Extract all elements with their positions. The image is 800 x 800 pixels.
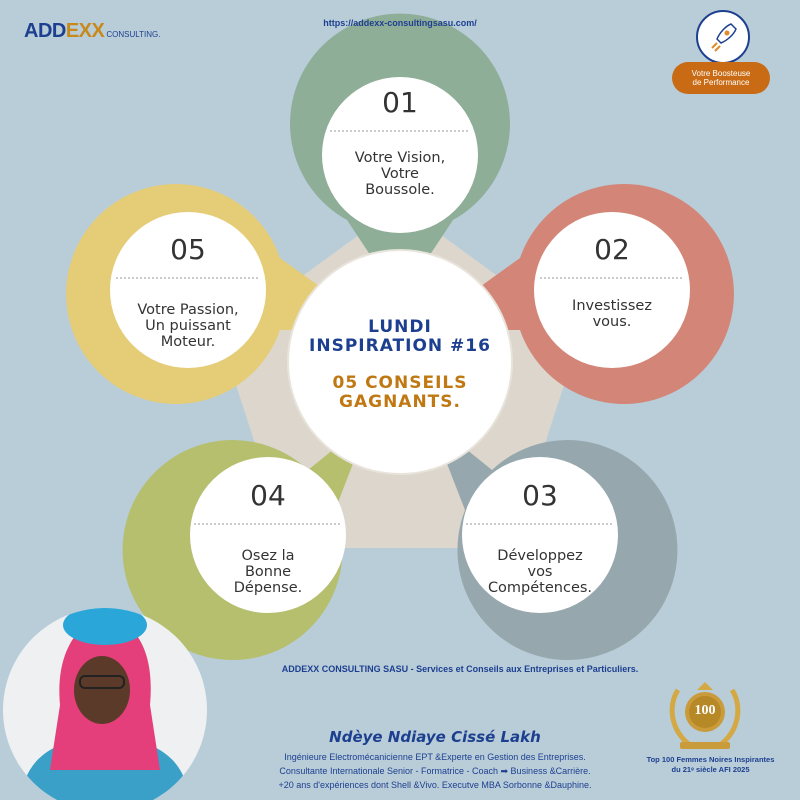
tip-text-04: Osez la Bonne Dépense.	[233, 548, 303, 596]
tip-text-02: Investissez vous.	[572, 298, 652, 330]
award-number: 100	[694, 703, 716, 718]
tip-number-05: 05	[170, 233, 206, 266]
logo-main-text: ADD	[24, 20, 66, 42]
rocket-icon	[696, 10, 750, 64]
center-title: LUNDI INSPIRATION #16	[309, 317, 491, 356]
bio-line-1: Ingénieure Electromécanicienne EPT &Experte en Gestion des Entreprises.	[284, 752, 586, 762]
center-subtitle: 05 CONSEILS GAGNANTS.	[332, 373, 468, 412]
petal-03	[430, 420, 677, 660]
award-caption: Top 100 Femmes Noires Inspirantes du 21ᵉ siècle AFI 2025	[646, 755, 775, 774]
company-tagline: ADDEXX CONSULTING SASU - Services et Conseils aux Entreprises et Particuliers.	[281, 664, 639, 674]
logo-accent-text: EXX	[65, 20, 105, 42]
badge-label-line2: de Performance	[692, 78, 750, 87]
tip-text-03: Développez vos Compétences.	[487, 548, 593, 596]
tip-number-03: 03	[522, 479, 558, 512]
tip-number-02: 02	[594, 233, 630, 266]
booster-badge	[672, 62, 770, 94]
tip-text-05: Votre Passion, Un puissant Moteur.	[137, 302, 239, 350]
tip-number-04: 04	[250, 479, 286, 512]
person-name: Ndèye Ndiaye Cissé Lakh	[329, 728, 541, 746]
bio-line-2: Consultante Internationale Senior - Formatrice - Coach ➡ Business &Carrière.	[279, 766, 591, 776]
center-circle	[288, 250, 512, 474]
tip-text-01: Votre Vision, Votre Boussole.	[354, 150, 446, 198]
tip-number-01: 01	[382, 86, 418, 119]
logo-sub-text: CONSULTING.	[106, 30, 161, 39]
bio-line-3: +20 ans d'expériences dont Shell &Vivo. Executve MBA Sorbonne &Dauphine.	[278, 780, 592, 790]
website-url[interactable]: https://addexx-consultingsasu.com/	[323, 18, 477, 28]
badge-label-line1: Votre Boosteuse	[691, 69, 751, 78]
